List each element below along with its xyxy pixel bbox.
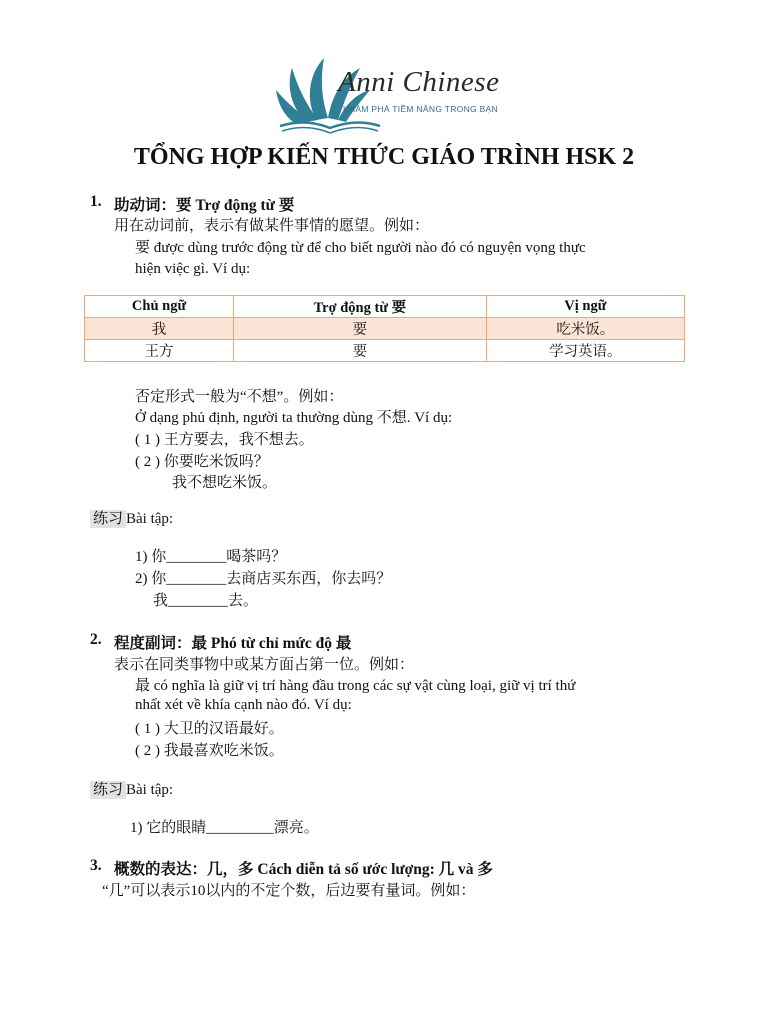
section-1-vi-line2: hiện việc gì. Ví dụ:	[135, 261, 251, 277]
section-1-zh: 用在动词前，表示有做某件事情的愿望。例如：	[114, 218, 430, 234]
table-cell: 我	[85, 318, 234, 340]
section-3-heading: 概数的表达：几，多 Cách diễn tả số ước lượng: 几 và 多	[114, 861, 493, 878]
table-header-cell: Chủ ngữ	[85, 296, 234, 318]
brand-name: Anni Chinese	[338, 66, 500, 98]
negation-zh: 否定形式一般为“不想”。例如：	[135, 389, 344, 405]
exercise-label	[90, 507, 173, 528]
exercise-tag: 练习	[90, 781, 126, 799]
brand-tagline: KHÁM PHÁ TIỀM NĂNG TRONG BẠN	[343, 104, 498, 114]
section-3-number: 3.	[90, 857, 102, 874]
section-2-example-1: ( 1 ) 大卫的汉语最好。	[135, 721, 284, 737]
negation-vi: Ở dạng phủ định, người ta thường dùng 不想. Ví dụ:	[135, 410, 453, 426]
table-cell: 王方	[85, 340, 234, 362]
table-cell: 要	[234, 318, 487, 340]
section-2-number: 2.	[90, 631, 102, 648]
section-2-vi-line1: 最 có nghĩa là giữ vị trí hàng đầu trong các sự vật cùng loại, giữ vị trí thứ	[135, 678, 576, 694]
grammar-table	[84, 295, 685, 362]
exercise-label-2	[90, 778, 173, 799]
table-cell: 学习英语。	[486, 340, 684, 362]
example-2: ( 2 ) 你要吃米饭吗？	[135, 454, 269, 470]
table-cell: 要	[234, 340, 487, 362]
page-title: TỔNG HỢP KIẾN THỨC GIÁO TRÌNH HSK 2	[133, 144, 635, 170]
table-row	[85, 340, 685, 362]
exercise-tag: 练习	[90, 510, 126, 528]
section-2-example-2: ( 2 ) 我最喜欢吃米饭。	[135, 743, 284, 759]
exercise-title: Bài tập:	[126, 511, 174, 527]
table-header-cell: Trợ động từ 要	[234, 296, 487, 318]
section-1-vi-line1: 要 được dùng trước động từ để cho biết người nào đó có nguyện vọng thực	[135, 240, 586, 256]
section-2-zh: 表示在同类事物中或某方面占第一位。例如：	[114, 657, 415, 673]
table-header-row	[85, 296, 685, 318]
example-1: ( 1 ) 王方要去，我不想去。	[135, 432, 314, 448]
table-header-cell: Vị ngữ	[486, 296, 684, 318]
section-1-number: 1.	[90, 193, 102, 210]
exercise-question-2: 2) 你________去商店买东西，你去吗？	[135, 571, 392, 587]
exercise-2-question-1: 1) 它的眼睛_________漂亮。	[130, 820, 319, 836]
example-2-answer: 我不想吃米饭。	[172, 475, 278, 491]
table-row	[85, 318, 685, 340]
exercise-title: Bài tập:	[126, 782, 174, 798]
table-cell: 吃米饭。	[486, 318, 684, 340]
section-2-vi-line2: nhất xét về khía cạnh nào đó. Ví dụ:	[135, 697, 352, 713]
section-3-zh: “几”可以表示10以内的不定个数，后边要有量词。例如：	[102, 883, 476, 899]
section-1-heading: 助动词：要 Trợ động từ 要	[114, 197, 295, 214]
exercise-question-2-answer: 我________去。	[153, 593, 259, 609]
exercise-question-1: 1) 你________喝茶吗？	[135, 549, 287, 565]
section-2-heading: 程度副词：最 Phó từ chỉ mức độ 最	[114, 635, 352, 652]
